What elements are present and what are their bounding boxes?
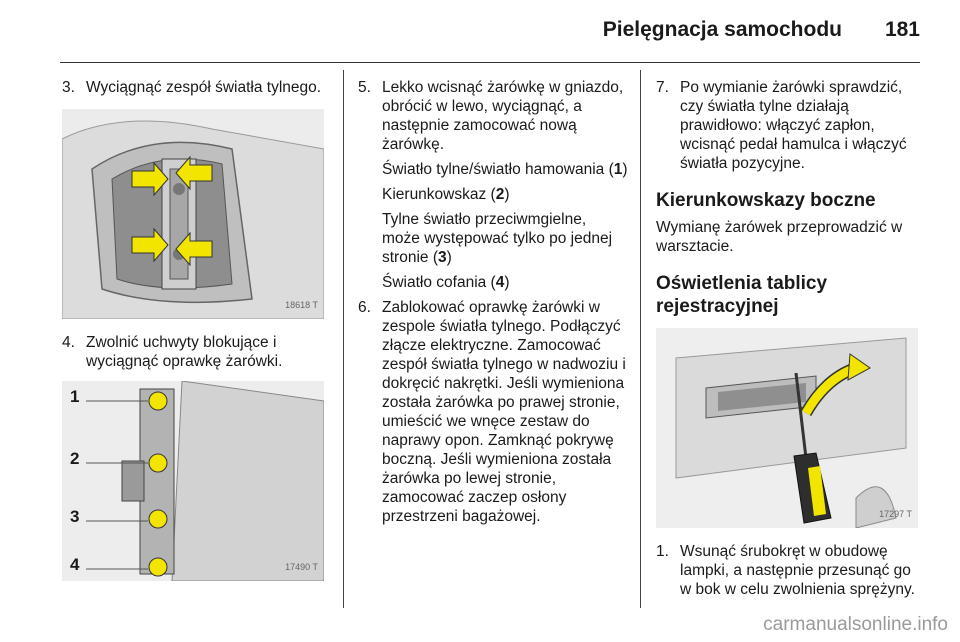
item-text: ) xyxy=(504,186,510,203)
section-title: Pielęgnacja samochodu xyxy=(602,18,842,41)
step-text: Wyciągnąć zespół światła tylnego. xyxy=(86,79,322,96)
bulb-item-3 xyxy=(358,210,628,267)
tail-light-illustration xyxy=(62,109,324,319)
figure-id: 17490 T xyxy=(285,562,318,572)
figure-id: 17297 T xyxy=(879,509,912,519)
item-number: 4 xyxy=(495,274,505,291)
step-text: Lekko wcisnąć żarówkę w gniazdo, obrócić w lewo, wyciągnąć, a następnie zamocować nową żarówkę. xyxy=(382,79,624,153)
callout-label: 1 xyxy=(70,387,80,406)
item-number: 2 xyxy=(495,186,505,203)
item-text: Tylne światło przeciwmgielne, może występować tylko po jednej stronie ( xyxy=(382,211,613,266)
license-light-illustration xyxy=(656,328,918,528)
step-7 xyxy=(656,78,926,173)
step-text: Wsunąć śrubokręt w obudowę lampki, a następnie przesunąć go w bok w celu zwolnienia sprężyny. xyxy=(680,543,915,598)
item-text: ) xyxy=(446,249,452,266)
column-divider xyxy=(640,70,641,608)
page-header xyxy=(60,0,920,63)
bulb-item-4 xyxy=(358,273,628,292)
figure-tail-light-assembly xyxy=(62,109,324,319)
item-number: 1 xyxy=(613,161,623,178)
step-number: 7. xyxy=(656,79,669,96)
column-divider xyxy=(343,70,344,608)
step-number: 6. xyxy=(358,299,371,316)
step-5 xyxy=(358,78,628,154)
paragraph: Wymianę żarówek przeprowadzić w warsztacie. xyxy=(656,219,903,255)
watermark: carmanualsonline.info xyxy=(763,614,948,635)
heading-side-indicators: Kierunkowskazy boczne xyxy=(656,190,876,211)
step-3 xyxy=(62,78,332,97)
step-text: Zwolnić uchwyty blokujące i wyciągnąć oprawkę żarówki. xyxy=(86,334,283,370)
page-number: 181 xyxy=(884,18,920,41)
column-2 xyxy=(358,78,628,526)
bulb-holder-illustration xyxy=(62,381,324,581)
item-text: Światło cofania ( xyxy=(382,274,496,291)
item-text: ) xyxy=(622,161,628,178)
step-1 xyxy=(656,542,926,599)
heading-license-plate-light: Oświetlenia tablicy rejestracyjnej xyxy=(656,273,828,317)
item-text: ) xyxy=(504,274,510,291)
column-1 xyxy=(62,78,332,581)
figure-bulb-holder xyxy=(62,381,324,581)
bulb-item-2 xyxy=(358,185,628,204)
step-number: 3. xyxy=(62,79,75,96)
callout-label: 4 xyxy=(70,555,80,574)
column-3 xyxy=(656,78,926,599)
step-number: 4. xyxy=(62,334,75,351)
item-number: 3 xyxy=(438,249,447,266)
step-number: 1. xyxy=(656,543,669,560)
callout-label: 2 xyxy=(70,449,80,468)
step-number: 5. xyxy=(358,79,371,96)
figure-id: 18618 T xyxy=(285,300,318,310)
callout-label: 3 xyxy=(70,507,80,526)
item-text: Kierunkowskaz ( xyxy=(382,186,496,203)
step-6 xyxy=(358,298,628,526)
step-4 xyxy=(62,333,332,371)
item-text: Światło tylne/światło hamowania ( xyxy=(382,161,614,178)
bulb-item-1 xyxy=(358,160,628,179)
step-text: Zablokować oprawkę żarówki w zespole światła tylnego. Podłączyć złącze elektryczne. Zamocować zespół światła tylnego w nadwoziu i dokręcić nakrętki. Jeśli wymieniona została żarówka po prawej stronie, umieścić we wnęce zestaw do naprawy opon. Zamknąć pokrywę boczną. Jeśli wymieniona została żarówka po lewej stronie, zamocować zaczep osłony przestrzeni bagażowej. xyxy=(382,299,626,525)
figure-license-plate-light xyxy=(656,328,918,528)
step-text: Po wymianie żarówki sprawdzić, czy światła tylne działają prawidłowo: włączyć zapłon, wcisnąć pedał hamulca i włączyć światła pozycyjne. xyxy=(680,79,907,172)
